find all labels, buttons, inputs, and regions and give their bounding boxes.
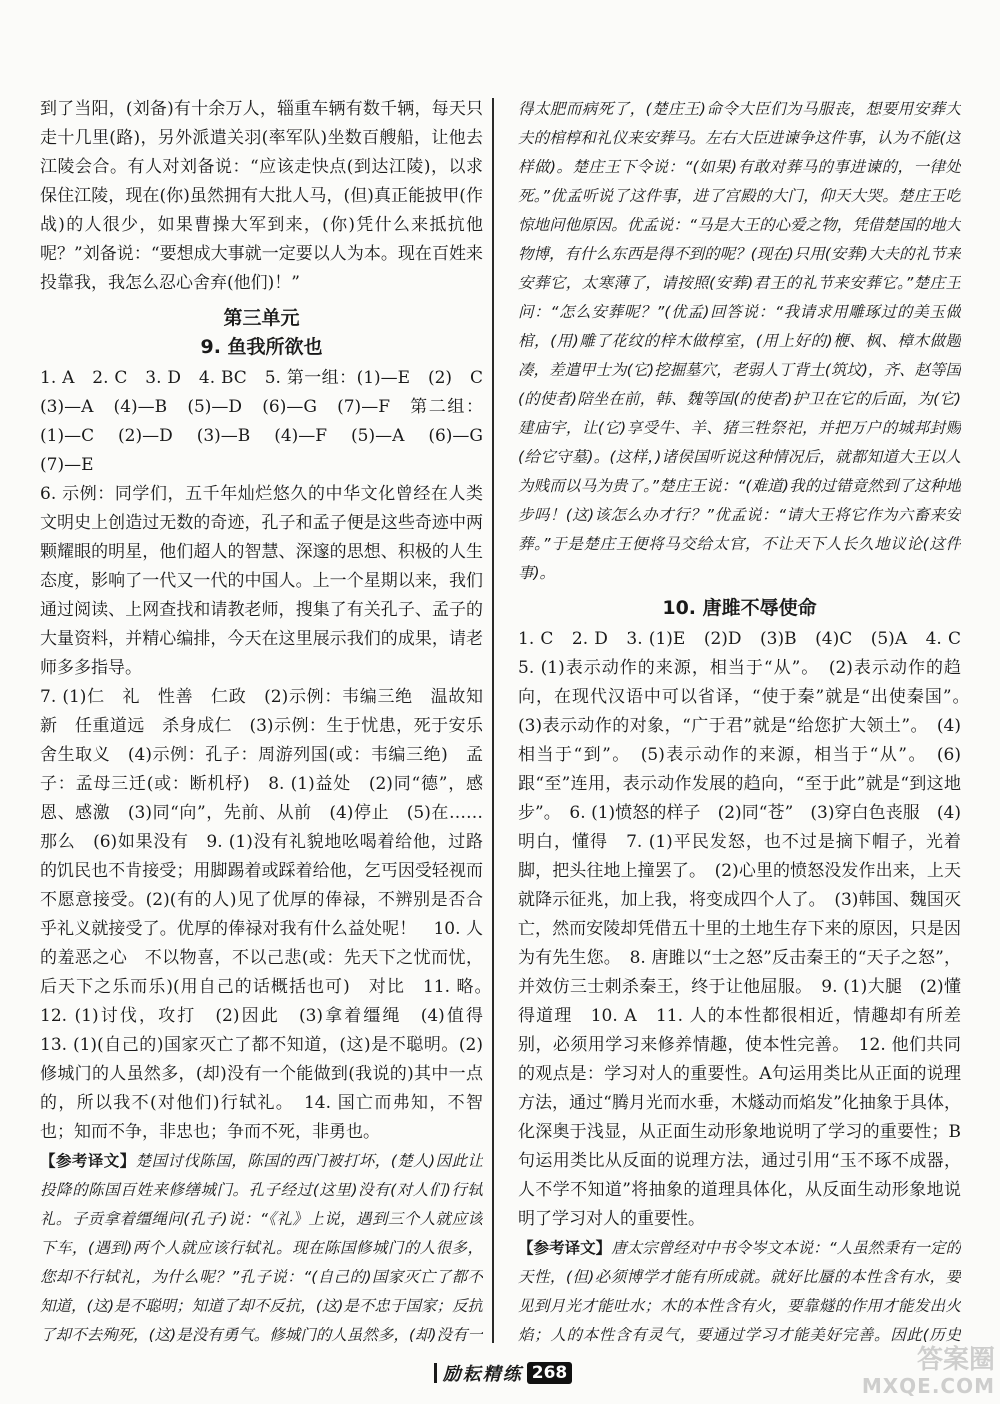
lesson-9-title: 9. 鱼我所欲也 [200, 336, 323, 358]
column-divider [492, 98, 494, 1343]
lesson-9-q7-14: 7. (1)仁 礼 性善 仁政 (2)示例：韦编三绝 温故知新 任重道远 杀身成仁 (3)示例：生于忧患，死于安乐 舍生取义 (4)示例：孔子：周游列国(或：韦编三绝) 孟子：孟母三迁(或：断机杼) 8. (1)益处 (2)同“德”，感恩、感激 (3)同“向”，先前、从前 (4)停止 (5)在……那么 (6)如果没有 9. (1)没有礼貌地吆喝着给他，过路的饥民也不肯接受；用脚踢着或踩着给他，乞丐因受轻视而不愿意接受。(2)(有的人)见了优厚的俸禄，不辨别是否合乎礼义就接受了。优厚的俸禄对我有什么益处呢！ 10. 人的羞恶之心 不以物喜，不以己悲(或：先天下之忧而忧，后天下之乐而乐)(用自己的话概括也可) 对比 11. 略。 12. (1)讨伐，攻打 (2)因此 (3)拿着缰绳 (4)值得 13. (1)(自己的)国家灭亡了都不知道，(这)是不聪明。(2)修城门的人虽然多，(却)没有一个能做到(我说的)其中一点的，所以我不(对他们)行轼礼。 14. 国亡而弗知，不智也；知而不争，非忠也；争而不死，非勇也。 [40, 687, 483, 1142]
right-column [518, 95, 961, 1345]
intro-paragraph: 到了当阳，(刘备)有十余万人，辎重车辆有数千辆，每天只走十几里(路)，另外派遣关羽(率军队)坐数百艘船，让他去江陵会合。有人对刘备说：“应该走快点(到达江陵)，以求保住江陵，现在(你)虽然拥有大批人马，(但)真正能披甲(作战)的人很少，如果曹操大军到来，(你)凭什么来抵抗他呢？”刘备说：“要想成大事就一定要以人为本。现在百姓来投靠我，我怎么忍心舍弃(他们)！” [40, 99, 483, 293]
reference-translation-3 [518, 1234, 961, 1345]
lesson-9-answers: 1. A 2. C 3. D 4. BC 5. 第一组：(1)—E (2) C (3)—A (4)—B (5)—D (6)—G (7)—F 第二组：(1)—C (2)—D (3)—B (4)—F (5)—A (6)—G (7)—E [40, 368, 483, 475]
lesson-10-title: 10. 唐雎不辱使命 [662, 597, 817, 619]
reference-label: 【参考译文】 [518, 1239, 612, 1257]
watermark [820, 1345, 995, 1400]
reference-translation-1 [40, 1147, 483, 1345]
lesson-10-answers: 1. C 2. D 3. (1)E (2)D (3)B (4)C (5)A 4. C 5. (1)表示动作的来源，相当于“从”。 (2)表示动作的趋向，在现代汉语中可以省译，“使于秦”就是“出使秦国”。 (3)表示动作的对象，“广于君”就是“给您扩大领土”。 (4)相当于“到”。 (5)表示动作的来源，相当于“从”。 (6)跟“至”连用，表示动作发展的趋向，“至于此”就是“到这地步”。 6. (1)愤怒的样子 (2)同“苍” (3)穿白色丧服 (4)明白，懂得 7. (1)平民发怒，也不过是摘下帽子，光着脚，把头往地上撞罢了。 (2)心里的愤怒没发作出来，上天就降示征兆，加上我，将变成四个人了。 (3)韩国、魏国灭亡，然而安陵却凭借五十里的土地生存下来的原因，只是因为有先生您。 8. 唐雎以“士之怒”反击秦王的“天子之怒”，并效仿三士刺杀秦王，终于让他屈服。 9. (1)大腿 (2)懂得道理 10. A 11. 人的本性都很相近，情趣却有所差别，必须用学习来修养情趣，使本性完善。 12. 他们共同的观点是：学习对人的重要性。A句运用类比从正面的说理方法，通过“腾月光而水垂，木燧动而焰发”化抽象于具体，化深奥于浅显，从正面生动形象地说明了学习的重要性；B句运用类比从反面的说理方法，通过引用“玉不琢不成器，人不学不知道”将抽象的道理具体化，从反面生动形象地说明了学习对人的重要性。 [518, 629, 961, 1229]
watermark-text: 答案圈 [916, 1345, 995, 1375]
reference-label: 【参考译文】 [40, 1152, 136, 1170]
page-number: 268 [527, 1362, 573, 1384]
reference-body: 楚国讨伐陈国，陈国的西门被打坏，(楚人)因此让投降的陈国百姓来修缮城门。孔子经过(这里)没有(对人们)行轼礼。子贡拿着缰绳问(孔子)说：“《礼》上说，遇到三个人就应该下车，(遇到)两个人就应该行轼礼。现在陈国修城门的人很多，您却不行轼礼，为什么呢？”孔子说：“(自己的)国家灭亡了都不知道，(这)是不聪明；知道了却不反抗，(这)是不忠于国家；反抗了却不去殉死，(这)是没有勇气。修城门的人虽然多，(却)没有一 [40, 1152, 483, 1344]
unit-title: 第三单元 [223, 307, 300, 329]
watermark-url: MXQE.COM [861, 1374, 995, 1398]
left-column [40, 95, 483, 1345]
lesson-9-q6: 6. 示例：同学们，五千年灿烂悠久的中华文化曾经在人类文明史上创造过无数的奇迹，孔子和孟子便是这些奇迹中两颗耀眼的明星，他们超人的智慧、深邃的思想、积极的人生态度，影响了一代又一代的中国人。上一个星期以来，我们通过阅读、上网查找和请教老师，搜集了有关孔子、孟子的大量资料，并精心编排，今天在这里展示我们的成果，请老师多多指导。 [40, 484, 483, 678]
reference-translation-2-continued [518, 95, 961, 588]
reference-body: 唐太宗曾经对中书令岑文本说：“人虽然秉有一定的天性，(但)必须博学才能有所成就。就好比蜃的本性含有水，要见到月光才能吐水；木的本性含有火，要靠燧的作用才能发出火焰；人的本性含有灵气，要通过学习才能美好完善。因此(历史 [518, 1239, 961, 1344]
brand-name: 励耘精练 [442, 1364, 523, 1385]
reference-body: 得太肥而病死了，(楚庄王)命令大臣们为马服丧，想要用安葬大夫的棺椁和礼仪来安葬马。左右大臣进谏争这件事，认为不能(这样做)。楚庄王下令说：“(如果)有敢对葬马的事进谏的，一律处死。”优孟听说了这件事，进了宫殿的大门，仰天大哭。楚庄王吃惊地问他原因。优孟说：“马是大王的心爱之物，凭借楚国的地大物博，有什么东西是得不到的呢？(现在)只用(安葬)大夫的礼节来安葬它，太寒薄了，请按照(安葬)君王的礼节来安葬它。”楚庄王问：“怎么安葬呢？”(优孟)回答说：“我请求用雕琢过的美玉做棺，(用)雕了花纹的梓木做椁室，(用上好的)楩、枫、樟木做题凑，差遣甲士为(它)挖掘墓穴，老弱人丁背土(筑坟)，齐、赵等国(的使者)陪坐在前，韩、魏等国(的使者)护卫在它的后面，为(它)建庙宇，让(它)享受牛、羊、猪三牲祭祀，并把万户的城邦封赐(给它守墓)。(这样，)诸侯国听说这种情况后，就都知道大王以人为贱而以马为贵了。”楚庄王说：“(难道)我的过错竟然到了这种地步吗！(这)该怎么办才行？”优孟说：“请大王将它作为六畜来安葬。”于是楚庄王便将马交给太官，不让天下人长久地议论(这件事)。 [518, 100, 961, 582]
footer-bar-icon [434, 1363, 437, 1383]
